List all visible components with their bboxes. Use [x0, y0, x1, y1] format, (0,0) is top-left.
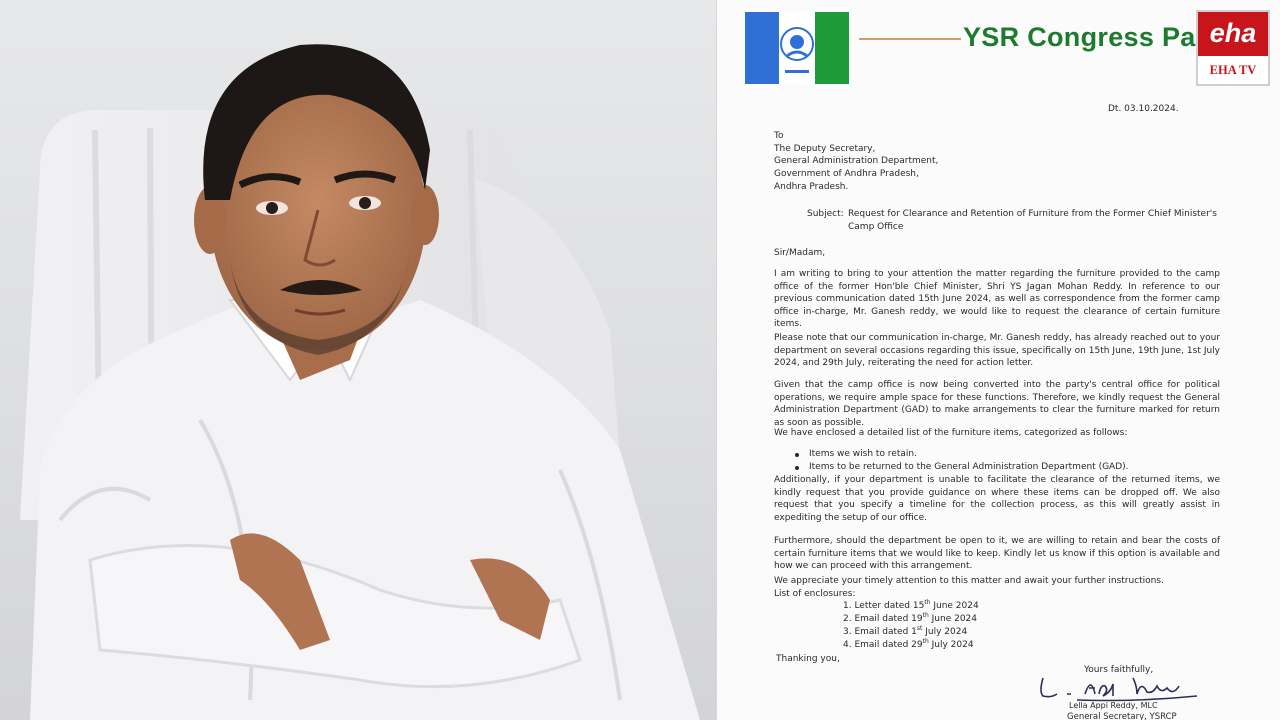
closing: Thanking you, — [776, 654, 840, 664]
body-paragraph: We appreciate your timely attention to this matter and await your further instructions. — [774, 576, 1164, 586]
eha-channel-text: EHA TV — [1209, 63, 1257, 77]
ysrcp-flag-logo — [745, 12, 849, 84]
subject-label: Subject: — [807, 209, 844, 219]
enclosure-item: 3. Email dated 1st July 2024 — [843, 625, 968, 637]
address-line: To — [774, 131, 784, 141]
party-name: YSR Congress Pa — [963, 22, 1196, 52]
letter-document — [716, 0, 1280, 720]
address-line: Government of Andhra Pradesh, — [774, 169, 919, 179]
bullet-dot — [795, 466, 799, 470]
address-line: Andhra Pradesh. — [774, 182, 849, 192]
list-item: Items we wish to retain. — [809, 449, 917, 459]
enclosure-item: 4. Email dated 29th July 2024 — [843, 638, 974, 650]
enclosure-item: 2. Email dated 19th June 2024 — [843, 612, 977, 624]
address-line: General Administration Department, — [774, 156, 939, 166]
header-divider — [859, 38, 961, 40]
enclosures-heading: List of enclosures: — [774, 589, 856, 599]
bullet-dot — [795, 453, 799, 457]
signatory-designation: General Secretary, YSRCP — [1067, 712, 1177, 720]
salutation: Sir/Madam, — [774, 248, 826, 258]
body-paragraph: Furthermore, should the department be open to it, we are willing to retain and bear the costs of certain furniture items that we would like to keep. Kindly let us know if this option is available and how we can proceed with this arrangement. — [774, 536, 1220, 572]
body-paragraph: Given that the camp office is now being converted into the party's central office for political operations, we require ample space for these functions. Therefore, we kindly request the General Administration Department (GAD) to make arrangements to clear the furniture marked for return as soon as possible. — [774, 380, 1220, 428]
list-item: Items to be returned to the General Administration Department (GAD). — [809, 462, 1129, 472]
signatory-name: Lella Appi Reddy, MLC — [1069, 701, 1158, 710]
subject-line: Request for Clearance and Retention of Furniture from the Former Chief Minister's — [848, 209, 1217, 219]
eha-tv-watermark — [1196, 10, 1270, 86]
body-paragraph: Additionally, if your department is unable to facilitate the clearance of the returned items, we kindly request that you provide guidance on where these items can be dropped off. We also request that you specify a timeline for the collection process, as this will greatly assist in expediting the setup of our office. — [774, 475, 1220, 523]
body-paragraph: Please note that our communication in-charge, Mr. Ganesh reddy, has already reached out to your department on several occasions regarding this issue, specifically on 15th June, 19th June, 1st July 2024, and 29th July, reiterating the need for action letter. — [774, 333, 1220, 369]
eha-logo-text: eha — [1198, 12, 1268, 56]
subject-line: Camp Office — [848, 222, 904, 232]
enclosure-item: 1. Letter dated 15th June 2024 — [843, 599, 979, 611]
letter-date: Dt. 03.10.2024. — [1108, 104, 1179, 114]
body-paragraph: I am writing to bring to your attention the matter regarding the furniture provided to the camp office of the former Hon'ble Chief Minister, Shri YS Jagan Mohan Reddy. In reference to our previous communication dated 15th June 2024, as well as correspondence from the former camp office in-charge, Mr. Ganesh reddy, we would like to request the clearance of certain furniture items. — [774, 269, 1220, 330]
body-paragraph: We have enclosed a detailed list of the furniture items, categorized as follows: — [774, 428, 1128, 438]
address-line: The Deputy Secretary, — [774, 144, 876, 154]
sign-off: Yours faithfully, — [1084, 665, 1154, 675]
